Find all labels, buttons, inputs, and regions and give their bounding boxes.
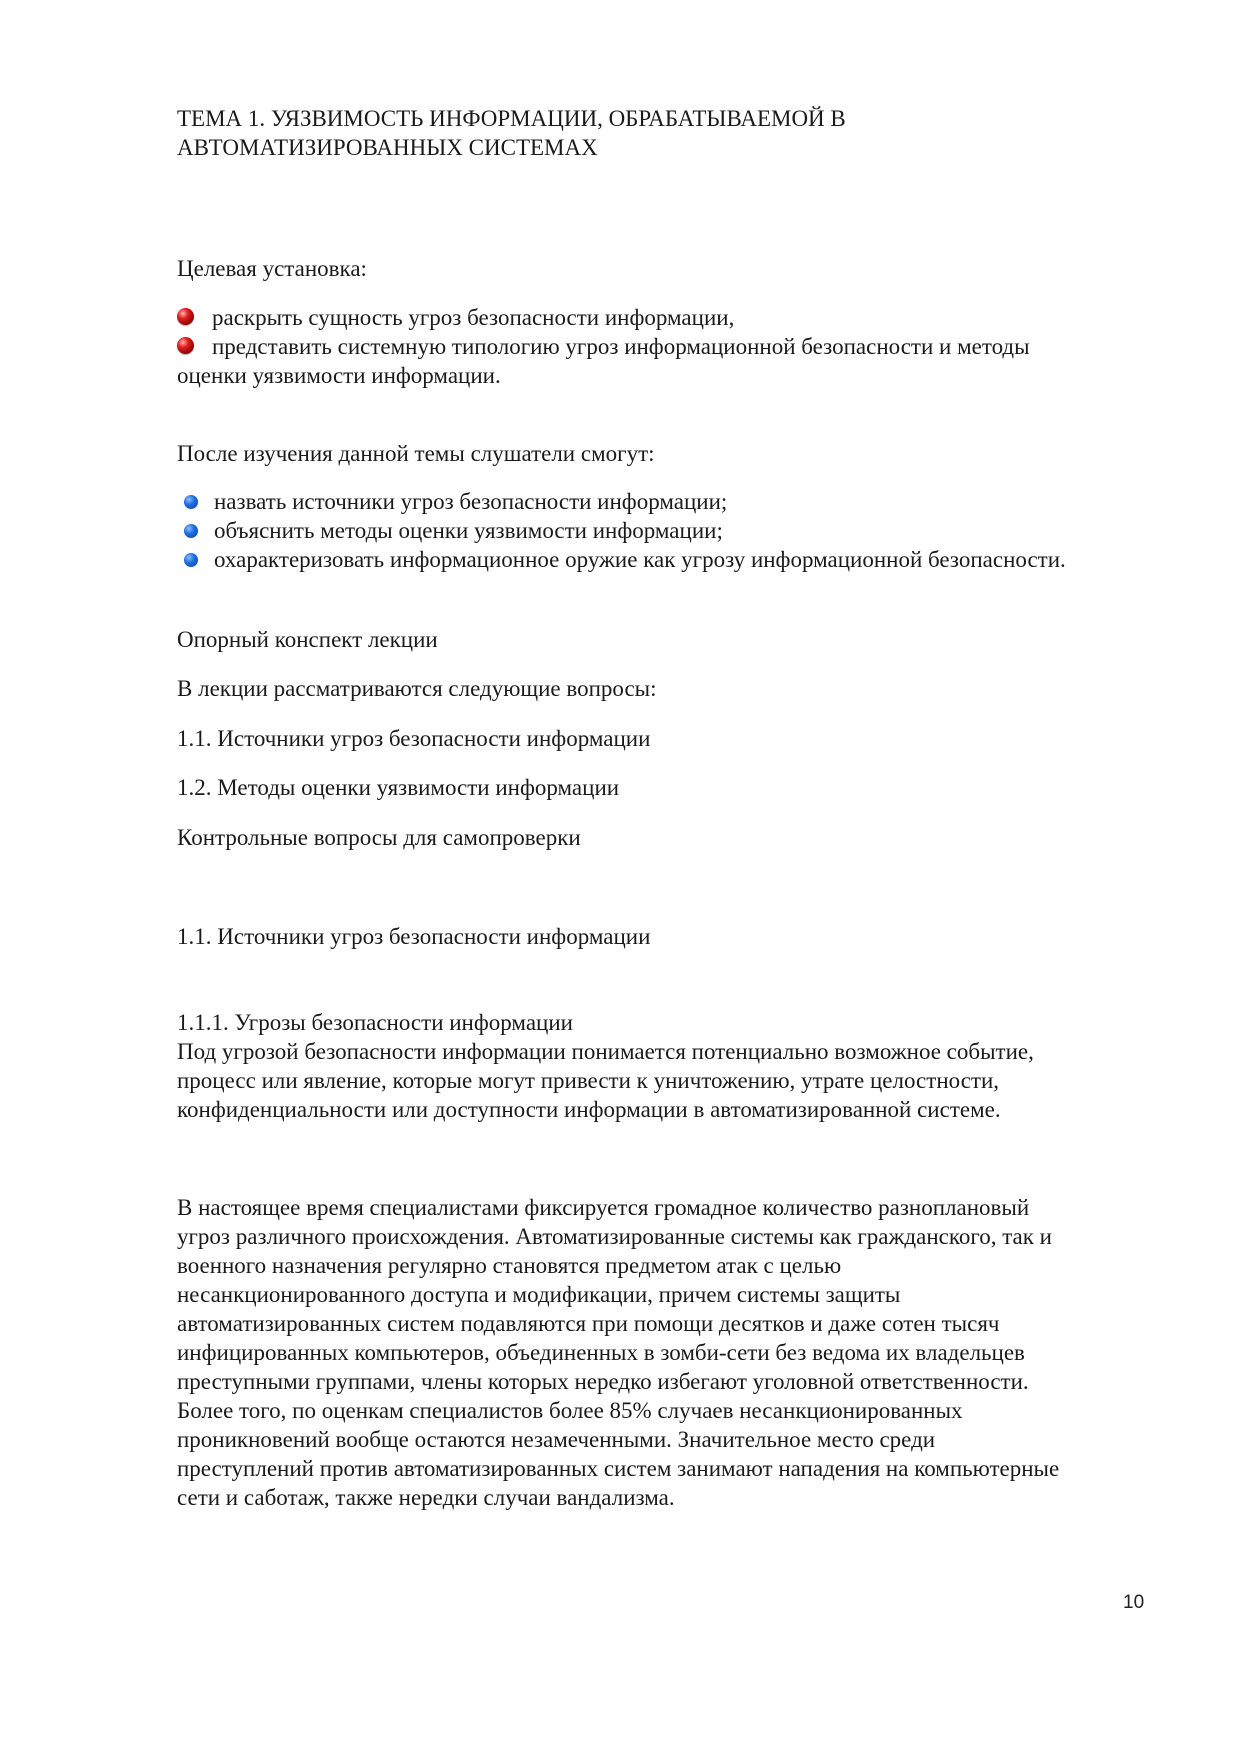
page-title bbox=[177, 104, 846, 162]
outcome-item-text: охарактеризовать информационное оружие как угрозу информационной безопасности. bbox=[214, 547, 1066, 572]
goal-item-2 bbox=[177, 332, 1030, 361]
paragraph-line: проникновений вообще остаются незамеченными. Значительное место среди bbox=[177, 1427, 936, 1452]
outcome-item-2 bbox=[177, 516, 723, 545]
outcomes-heading: После изучения данной темы слушатели смогут: bbox=[177, 441, 655, 466]
paragraph-line: автоматизированных систем подавляются при помощи десятков и даже сотен тысяч bbox=[177, 1311, 1000, 1336]
blue-bullet-icon bbox=[184, 524, 198, 538]
paragraph-line: преступлений против автоматизированных систем занимают нападения на компьютерные bbox=[177, 1456, 1060, 1481]
page-title-line-1: ТЕМА 1. УЯЗВИМОСТЬ ИНФОРМАЦИИ, ОБРАБАТЫВАЕМОЙ В bbox=[177, 106, 846, 131]
page-title-line-2: АВТОМАТИЗИРОВАННЫХ СИСТЕМАХ bbox=[177, 135, 598, 160]
paragraph-line: военного назначения регулярно становятся предметом атак с целью bbox=[177, 1253, 842, 1278]
goal-item-2-continuation: оценки уязвимости информации. bbox=[177, 363, 501, 388]
paragraph-line: конфиденциальности или доступности информации в автоматизированной системе. bbox=[177, 1097, 1001, 1122]
paragraph-line: процесс или явление, которые могут привести к уничтожению, утрате целостности, bbox=[177, 1068, 1000, 1093]
blue-bullet-icon bbox=[184, 495, 198, 509]
outline-heading: Опорный конспект лекции bbox=[177, 627, 438, 652]
red-bullet-icon bbox=[177, 308, 194, 325]
paragraph-line: инфицированных компьютеров, объединенных в зомби-сети без ведома их владельцев bbox=[177, 1340, 1025, 1365]
outcome-item-text: назвать источники угроз безопасности информации; bbox=[214, 489, 728, 514]
paragraph-line: преступными группами, члены которых нередко избегают уголовной ответственности. bbox=[177, 1369, 1029, 1394]
paragraph-line: угроз различного происхождения. Автоматизированные системы как гражданского, так и bbox=[177, 1224, 1052, 1249]
goal-item-text: раскрыть сущность угроз безопасности информации, bbox=[212, 305, 735, 330]
paragraph-line: Под угрозой безопасности информации понимается потенциально возможное событие, bbox=[177, 1039, 1034, 1064]
goal-heading: Целевая установка: bbox=[177, 256, 367, 281]
outcome-item-text: объяснить методы оценки уязвимости информации; bbox=[214, 518, 723, 543]
outcome-item-1 bbox=[177, 487, 727, 516]
red-bullet-icon bbox=[177, 337, 194, 354]
section-heading: 1.1. Источники угроз безопасности информации bbox=[177, 924, 651, 949]
outcome-item-3 bbox=[177, 545, 1066, 574]
page-number: 10 bbox=[1123, 1592, 1145, 1613]
blue-bullet-icon bbox=[184, 553, 198, 567]
outline-item-3: Контрольные вопросы для самопроверки bbox=[177, 825, 581, 850]
outline-item-2: 1.2. Методы оценки уязвимости информации bbox=[177, 775, 620, 800]
paragraph-definition bbox=[177, 1037, 1167, 1124]
paragraph-line: Более того, по оценкам специалистов более 85% случаев несанкционированных bbox=[177, 1398, 963, 1423]
paragraph-line: сети и саботаж, также нередки случаи вандализма. bbox=[177, 1485, 675, 1510]
subsection-heading: 1.1.1. Угрозы безопасности информации bbox=[177, 1010, 573, 1035]
goal-item-1 bbox=[177, 303, 734, 332]
paragraph-threats bbox=[177, 1193, 1167, 1512]
outline-intro: В лекции рассматриваются следующие вопросы: bbox=[177, 676, 657, 701]
paragraph-line: несанкционированного доступа и модификации, причем системы защиты bbox=[177, 1282, 901, 1307]
goal-item-text: представить системную типологию угроз информационной безопасности и методы bbox=[212, 334, 1030, 359]
paragraph-line: В настоящее время специалистами фиксируется громадное количество разноплановый bbox=[177, 1195, 1030, 1220]
outline-item-1: 1.1. Источники угроз безопасности информации bbox=[177, 726, 651, 751]
